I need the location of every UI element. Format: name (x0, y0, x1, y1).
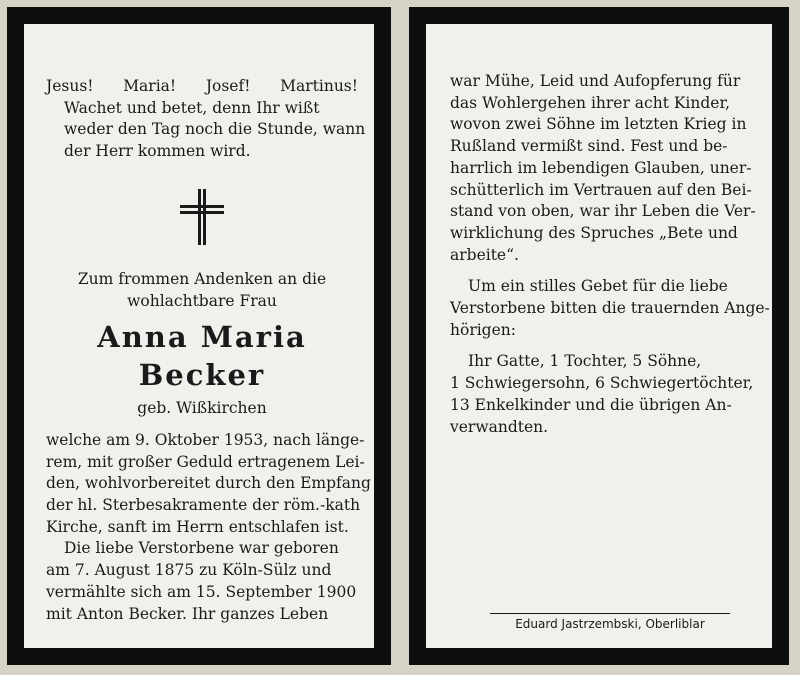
death-paragraph-line: welche am 9. Oktober 1953, nach länge- (46, 430, 365, 449)
memorial-line: Zum frommen Andenken an die (77, 269, 327, 288)
verse-line: der Herr kommen wird. (64, 142, 251, 161)
death-paragraph-line: der hl. Sterbesakramente der röm.-kath (46, 496, 361, 515)
prayer-request-line: Verstorbene bitten die trauernden Ange- (450, 299, 770, 318)
memorial-line: wohlachtbare Frau (127, 291, 277, 310)
family-line: 13 Enkelkinder und die übrigen An- (450, 395, 732, 414)
life-continued-line: Rußland vermißt sind. Fest und be- (450, 137, 728, 156)
prayer-request-line: Um ein stilles Gebet für die liebe (468, 277, 728, 296)
printer-imprint: Eduard Jastrzembski, Oberliblar (490, 613, 730, 631)
verse-line: weder den Tag noch die Stunde, wann (64, 120, 366, 139)
invocation-word: Martinus! (280, 77, 358, 95)
deceased-name: Anna Maria Becker (97, 320, 307, 393)
invocation-word: Josef! (205, 77, 251, 95)
life-paragraph-line: am 7. August 1875 zu Köln-Sülz und (46, 561, 332, 580)
life-continued-line: schütterlich im Vertrauen auf den Bei- (450, 180, 752, 199)
death-paragraph-line: rem, mit großer Geduld ertragenem Lei- (46, 452, 365, 471)
family-line: 1 Schwiegersohn, 6 Schwiegertöchter, (450, 374, 754, 393)
life-continued-line: wovon zwei Söhne im letzten Krieg in (450, 115, 747, 134)
maiden-name: geb. Wißkirchen (137, 399, 267, 418)
right-card-page (426, 24, 772, 648)
life-continued-line: harrlich im lebendigen Glauben, uner- (450, 158, 752, 177)
family-line: Ihr Gatte, 1 Tochter, 5 Söhne, (468, 352, 702, 371)
life-continued-line: das Wohlergehen ihrer acht Kinder, (450, 93, 731, 112)
life-continued-line: wirklichung des Spruches „Bete und (450, 223, 738, 242)
family-line: verwandten. (450, 417, 549, 436)
right-mourning-card (409, 7, 789, 665)
death-paragraph-line: Kirche, sanft im Herrn entschlafen ist. (46, 517, 349, 536)
left-card-page (24, 24, 374, 648)
left-mourning-card (7, 7, 391, 665)
life-paragraph-line: Die liebe Verstorbene war geboren (64, 539, 339, 558)
cross-icon (180, 189, 224, 245)
life-continued-line: stand von oben, war ihr Leben die Ver- (450, 202, 756, 221)
life-continued-line: arbeite“. (450, 245, 519, 264)
life-paragraph-line: mit Anton Becker. Ihr ganzes Leben (46, 604, 329, 623)
invocation-line (46, 76, 358, 98)
invocation-word: Jesus! (46, 77, 94, 95)
life-continued-line: war Mühe, Leid und Aufopferung für (450, 72, 741, 90)
invocation-word: Maria! (123, 77, 177, 95)
verse-line: Wachet und betet, denn Ihr wißt (64, 98, 320, 117)
life-paragraph-line: vermählte sich am 15. September 1900 (46, 582, 357, 601)
prayer-request-line: hörigen: (450, 320, 516, 339)
death-paragraph-line: den, wohlvorbereitet durch den Empfang (46, 474, 371, 493)
